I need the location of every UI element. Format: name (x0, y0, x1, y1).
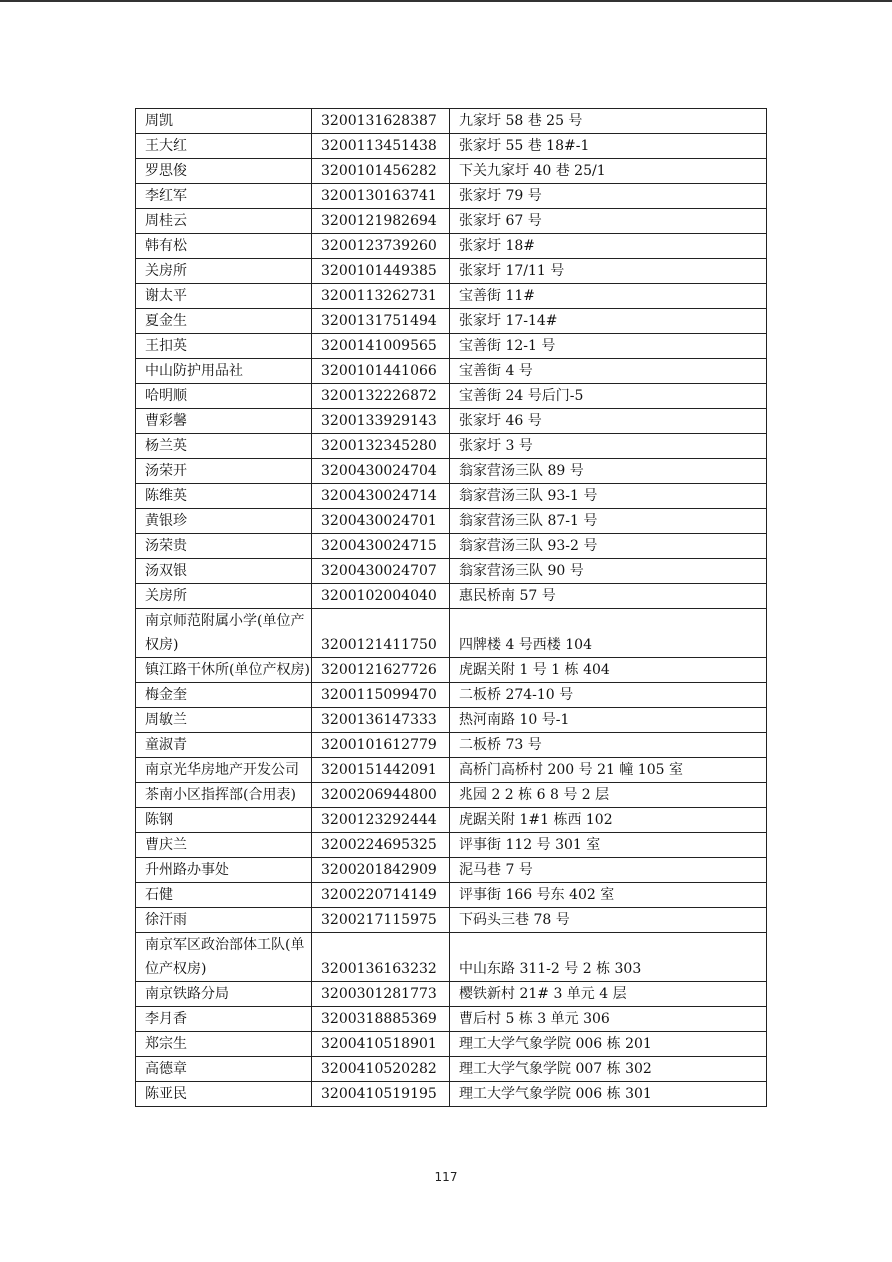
table-row (136, 559, 767, 584)
address-cell: 宝善街 11# (450, 284, 767, 309)
table-row (136, 534, 767, 559)
address-cell: 翁家营汤三队 90 号 (450, 559, 767, 584)
name-cell: 黄银珍 (136, 509, 312, 534)
account-number-cell: 3200430024704 (312, 459, 450, 484)
table-row (136, 584, 767, 609)
account-number-cell: 3200130163741 (312, 184, 450, 209)
table-row (136, 1057, 767, 1082)
account-number-cell: 3200206944800 (312, 783, 450, 808)
name-cell: 镇江路干休所(单位产权房) (136, 658, 312, 683)
account-number-cell: 3200136163232 (312, 933, 450, 982)
name-cell: 陈维英 (136, 484, 312, 509)
table-row (136, 109, 767, 134)
table-row (136, 982, 767, 1007)
name-cell: 陈亚民 (136, 1082, 312, 1107)
name-cell: 韩有松 (136, 234, 312, 259)
name-cell: 徐汗雨 (136, 908, 312, 933)
table-row (136, 309, 767, 334)
table-row (136, 833, 767, 858)
name-cell: 中山防护用品社 (136, 359, 312, 384)
name-cell: 石健 (136, 883, 312, 908)
name-cell: 夏金生 (136, 309, 312, 334)
address-cell: 张家圩 3 号 (450, 434, 767, 459)
table-row (136, 359, 767, 384)
address-cell: 翁家营汤三队 87-1 号 (450, 509, 767, 534)
name-cell: 南京师范附属小学(单位产权房) (136, 609, 312, 658)
address-cell: 宝善街 24 号后门-5 (450, 384, 767, 409)
table-row (136, 1082, 767, 1107)
account-number-cell: 3200101441066 (312, 359, 450, 384)
name-cell: 汤双银 (136, 559, 312, 584)
name-cell: 陈钢 (136, 808, 312, 833)
table-row (136, 883, 767, 908)
name-cell: 杨兰英 (136, 434, 312, 459)
table-row (136, 708, 767, 733)
address-cell: 虎踞关附 1 号 1 栋 404 (450, 658, 767, 683)
name-cell: 李月香 (136, 1007, 312, 1032)
table-row (136, 184, 767, 209)
address-cell: 理工大学气象学院 007 栋 302 (450, 1057, 767, 1082)
account-number-cell: 3200132345280 (312, 434, 450, 459)
name-cell: 周敏兰 (136, 708, 312, 733)
name-cell: 梅金奎 (136, 683, 312, 708)
table-row (136, 484, 767, 509)
table-row (136, 733, 767, 758)
address-cell: 宝善街 12-1 号 (450, 334, 767, 359)
address-cell: 张家圩 17/11 号 (450, 259, 767, 284)
address-cell: 下码头三巷 78 号 (450, 908, 767, 933)
account-number-cell: 3200410519195 (312, 1082, 450, 1107)
address-cell: 张家圩 55 巷 18#-1 (450, 134, 767, 159)
account-number-cell: 3200201842909 (312, 858, 450, 883)
account-number-cell: 3200318885369 (312, 1007, 450, 1032)
name-cell: 高德章 (136, 1057, 312, 1082)
account-number-cell: 3200430024715 (312, 534, 450, 559)
table-row (136, 783, 767, 808)
account-number-cell: 3200121982694 (312, 209, 450, 234)
account-number-cell: 3200217115975 (312, 908, 450, 933)
address-cell: 九家圩 58 巷 25 号 (450, 109, 767, 134)
address-cell: 泥马巷 7 号 (450, 858, 767, 883)
name-cell: 哈明顺 (136, 384, 312, 409)
address-cell: 张家圩 79 号 (450, 184, 767, 209)
account-number-cell: 3200430024714 (312, 484, 450, 509)
top-border-rule (0, 0, 892, 2)
table-row (136, 209, 767, 234)
name-cell: 南京铁路分局 (136, 982, 312, 1007)
account-number-cell: 3200151442091 (312, 758, 450, 783)
name-cell: 罗思俊 (136, 159, 312, 184)
account-number-cell: 3200102004040 (312, 584, 450, 609)
name-cell: 南京光华房地产开发公司 (136, 758, 312, 783)
name-cell: 升州路办事处 (136, 858, 312, 883)
address-cell: 张家圩 17-14# (450, 309, 767, 334)
account-number-cell: 3200410518901 (312, 1032, 450, 1057)
table-row (136, 459, 767, 484)
table-row (136, 384, 767, 409)
address-cell: 理工大学气象学院 006 栋 301 (450, 1082, 767, 1107)
address-cell: 惠民桥南 57 号 (450, 584, 767, 609)
table-row (136, 334, 767, 359)
name-cell: 李红军 (136, 184, 312, 209)
table-row (136, 908, 767, 933)
name-cell: 曹彩馨 (136, 409, 312, 434)
name-cell: 茶南小区指挥部(合用表) (136, 783, 312, 808)
account-number-cell: 3200131751494 (312, 309, 450, 334)
name-cell: 周桂云 (136, 209, 312, 234)
records-table-body (136, 109, 767, 1107)
account-number-cell: 3200131628387 (312, 109, 450, 134)
table-row (136, 858, 767, 883)
address-cell: 理工大学气象学院 006 栋 201 (450, 1032, 767, 1057)
table-row (136, 259, 767, 284)
account-number-cell: 3200121627726 (312, 658, 450, 683)
address-cell: 热河南路 10 号-1 (450, 708, 767, 733)
name-cell: 王扣英 (136, 334, 312, 359)
address-cell: 虎踞关附 1#1 栋西 102 (450, 808, 767, 833)
name-cell: 谢太平 (136, 284, 312, 309)
account-number-cell: 3200301281773 (312, 982, 450, 1007)
table-row (136, 234, 767, 259)
table-row (136, 409, 767, 434)
address-cell: 翁家营汤三队 93-2 号 (450, 534, 767, 559)
table-row (136, 509, 767, 534)
table-row (136, 434, 767, 459)
account-number-cell: 3200132226872 (312, 384, 450, 409)
address-cell: 四牌楼 4 号西楼 104 (450, 609, 767, 658)
name-cell: 汤荣开 (136, 459, 312, 484)
name-cell: 南京军区政治部体工队(单位产权房) (136, 933, 312, 982)
account-number-cell: 3200410520282 (312, 1057, 450, 1082)
address-cell: 张家圩 18# (450, 234, 767, 259)
account-number-cell: 3200113451438 (312, 134, 450, 159)
table-row (136, 284, 767, 309)
table-row (136, 658, 767, 683)
table-row (136, 933, 767, 982)
records-table (135, 108, 767, 1107)
account-number-cell: 3200220714149 (312, 883, 450, 908)
name-cell: 周凯 (136, 109, 312, 134)
table-row (136, 683, 767, 708)
address-cell: 二板桥 274-10 号 (450, 683, 767, 708)
table-row (136, 609, 767, 658)
address-cell: 兆园 2 2 栋 6 8 号 2 层 (450, 783, 767, 808)
address-cell: 翁家营汤三队 89 号 (450, 459, 767, 484)
account-number-cell: 3200430024707 (312, 559, 450, 584)
address-cell: 中山东路 311-2 号 2 栋 303 (450, 933, 767, 982)
address-cell: 宝善街 4 号 (450, 359, 767, 384)
account-number-cell: 3200224695325 (312, 833, 450, 858)
table-row (136, 134, 767, 159)
account-number-cell: 3200136147333 (312, 708, 450, 733)
account-number-cell: 3200121411750 (312, 609, 450, 658)
account-number-cell: 3200113262731 (312, 284, 450, 309)
address-cell: 曹后村 5 栋 3 单元 306 (450, 1007, 767, 1032)
table-row (136, 758, 767, 783)
address-cell: 张家圩 67 号 (450, 209, 767, 234)
name-cell: 关房所 (136, 584, 312, 609)
address-cell: 评事街 166 号东 402 室 (450, 883, 767, 908)
table-row (136, 1007, 767, 1032)
name-cell: 汤荣贵 (136, 534, 312, 559)
address-cell: 高桥门高桥村 200 号 21 幢 105 室 (450, 758, 767, 783)
name-cell: 童淑青 (136, 733, 312, 758)
name-cell: 王大红 (136, 134, 312, 159)
address-cell: 樱铁新村 21# 3 单元 4 层 (450, 982, 767, 1007)
account-number-cell: 3200101612779 (312, 733, 450, 758)
table-row (136, 159, 767, 184)
name-cell: 曹庆兰 (136, 833, 312, 858)
name-cell: 关房所 (136, 259, 312, 284)
address-cell: 评事街 112 号 301 室 (450, 833, 767, 858)
account-number-cell: 3200430024701 (312, 509, 450, 534)
account-number-cell: 3200133929143 (312, 409, 450, 434)
account-number-cell: 3200141009565 (312, 334, 450, 359)
account-number-cell: 3200101449385 (312, 259, 450, 284)
address-cell: 翁家营汤三队 93-1 号 (450, 484, 767, 509)
account-number-cell: 3200123292444 (312, 808, 450, 833)
address-cell: 二板桥 73 号 (450, 733, 767, 758)
name-cell: 郑宗生 (136, 1032, 312, 1057)
account-number-cell: 3200115099470 (312, 683, 450, 708)
address-cell: 下关九家圩 40 巷 25/1 (450, 159, 767, 184)
table-row (136, 1032, 767, 1057)
address-cell: 张家圩 46 号 (450, 409, 767, 434)
account-number-cell: 3200101456282 (312, 159, 450, 184)
table-row (136, 808, 767, 833)
account-number-cell: 3200123739260 (312, 234, 450, 259)
page-number: 117 (434, 1170, 458, 1184)
